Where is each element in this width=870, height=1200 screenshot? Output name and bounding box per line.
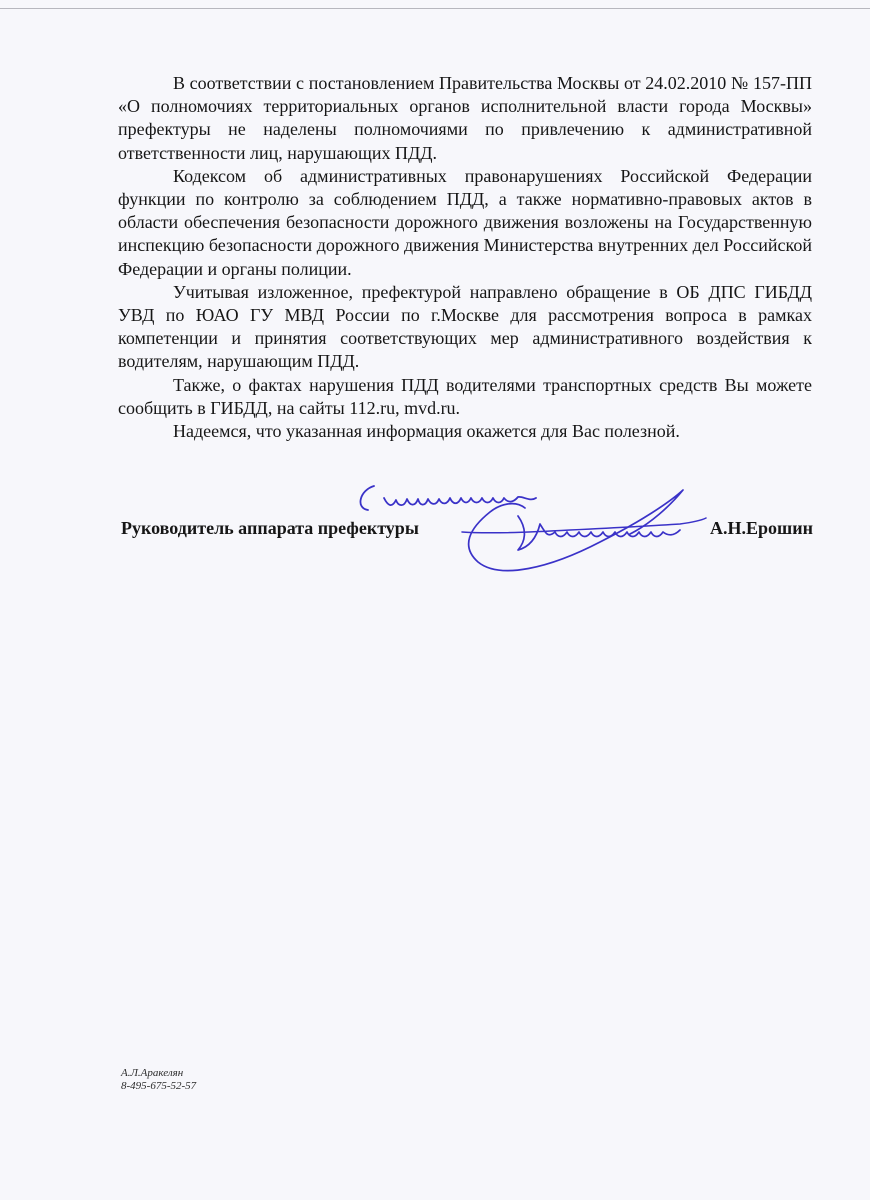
paragraph-2: Кодексом об административных правонарушениях Российской Федерации функции по контролю за соблюдением ПДД, а также нормативно-правовых актов в области обеспечения безопасности дорожного движения возложены на Государственную инспекцию безопасности дорожного движения Министерства внутренних дел Российской Федерации и органы полиции. <box>118 165 812 279</box>
signature-greeting-stroke <box>360 486 536 510</box>
executor-phone: 8-495-675-52-57 <box>121 1080 197 1092</box>
paragraph-3: Учитывая изложенное, префектурой направлено обращение в ОБ ДПС ГИБДД УВД по ЮАО ГУ МВД России по г.Москве для рассмотрения вопроса в рамках компетенции и принятия соответствующих мер административного воздействия к водителям, нарушающим ПДД. <box>118 281 812 372</box>
executor-contact <box>121 1067 196 1093</box>
paragraph-1: В соответствии с постановлением Правительства Москвы от 24.02.2010 № 157-ПП «О полномочиях территориальных органов исполнительной власти города Москвы» префектуры не наделены полномочиями по привлечению к административной ответственности лиц, нарушающих ПДД. <box>118 73 812 163</box>
signature-underline-stroke <box>462 518 706 533</box>
executor-name: А.Л.Аракелян <box>121 1067 184 1079</box>
paragraph-5: Надеемся, что указанная информация окажется для Вас полезной. <box>173 421 680 442</box>
handwritten-signature <box>350 472 750 592</box>
position-title: Руководитель аппарата префектуры <box>121 518 419 538</box>
paragraph-4: Также, о фактах нарушения ПДД водителями транспортных средств Вы можете сообщить в ГИБДД, на сайты 112.ru, mvd.ru. <box>118 374 812 418</box>
letter-body <box>118 72 812 443</box>
page-top-edge <box>0 8 870 9</box>
signer-name: А.Н.Ерошин <box>710 518 813 538</box>
